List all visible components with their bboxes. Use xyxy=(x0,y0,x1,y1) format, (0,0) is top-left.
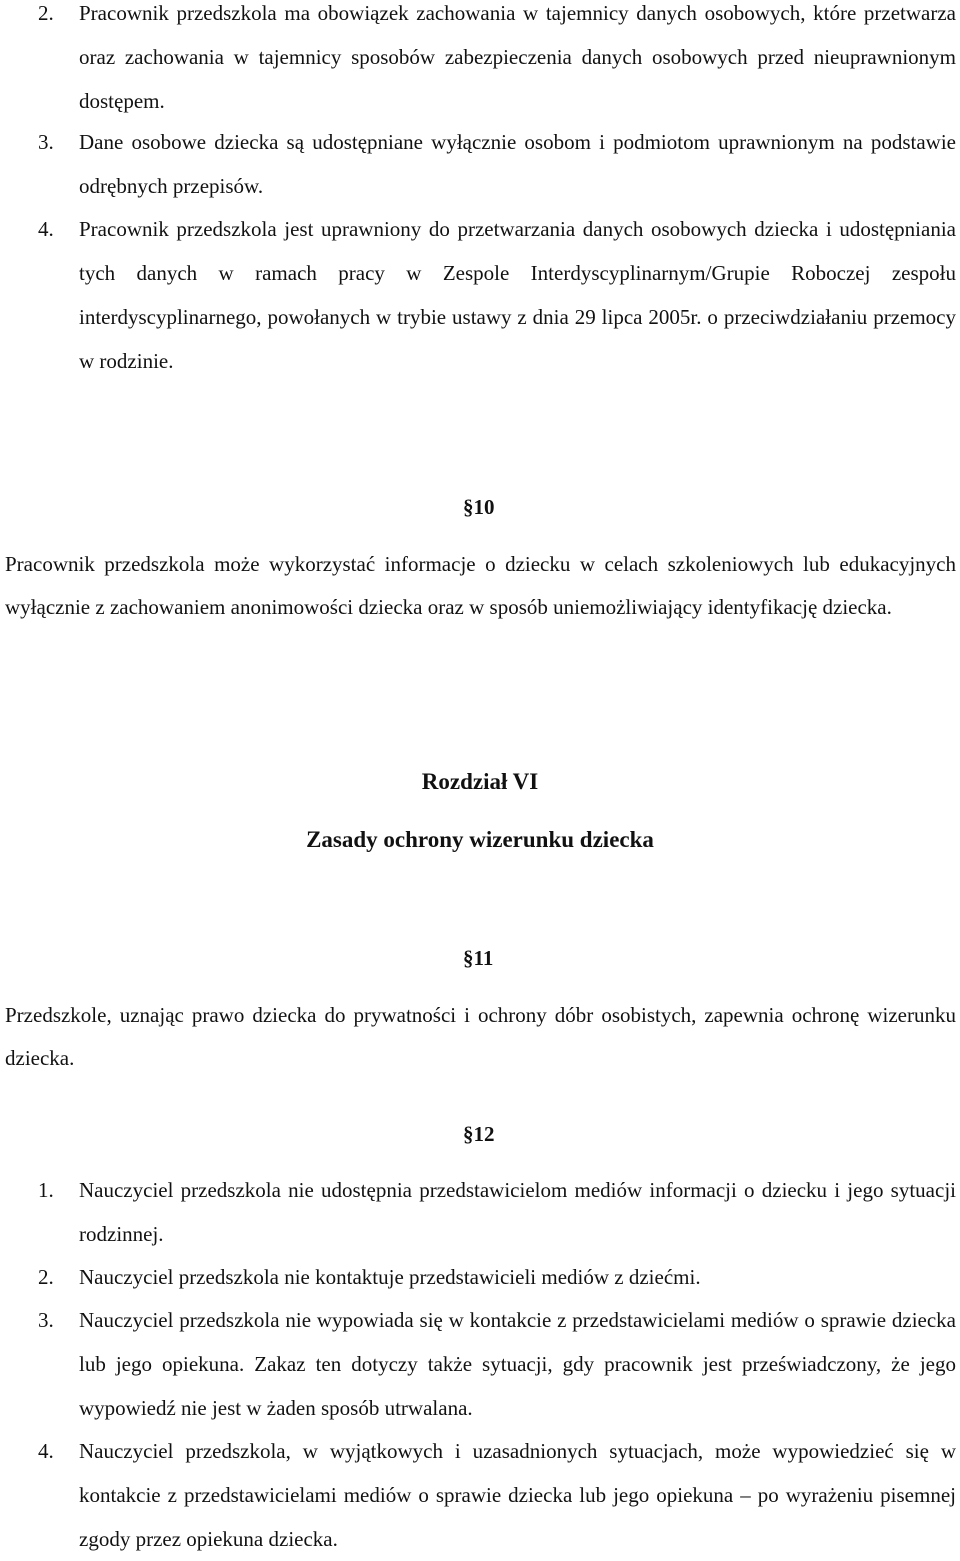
list-item-number: 1. xyxy=(38,1178,54,1202)
list-item xyxy=(0,1298,960,1430)
section-number-11: §11 xyxy=(463,946,494,970)
section-number-12: §12 xyxy=(463,1122,495,1146)
list-item-text: Nauczyciel przedszkola nie udostępnia przedstawicielom mediów informacji o dziecku i jego sytuacji rodzinnej. xyxy=(79,1178,956,1246)
list-item xyxy=(0,207,960,383)
list-item-text: Dane osobowe dziecka są udostępniane wyłącznie osobom i podmiotom uprawnionym na podstawie odrębnych przepisów. xyxy=(79,130,956,198)
list-item xyxy=(0,1168,960,1256)
section-10-paragraph: Pracownik przedszkola może wykorzystać informacje o dziecku w celach szkoleniowych lub edukacyjnych wyłącznie z zachowaniem anonimowości dziecka oraz w sposób uniemożliwiający identyfikację dziecka. xyxy=(5,552,956,619)
list-item-number: 3. xyxy=(38,1308,54,1332)
list-item xyxy=(0,0,960,123)
chapter-title: Rozdział VI xyxy=(421,769,539,794)
list-item-text: Pracownik przedszkola jest uprawniony do przetwarzania danych osobowych dziecka i udostępniania tych danych w ramach pracy w Zespole Interdyscyplinarnym/Grupie Roboczej zespołu interdyscyplinarnego, powołanych w trybie ustawy z dnia 29 lipca 2005r. o przeciwdziałaniu przemocy w rodzinie. xyxy=(79,217,956,373)
list-item-text: Nauczyciel przedszkola nie wypowiada się w kontakcie z przedstawicielami mediów o sprawie dziecka lub jego opiekuna. Zakaz ten dotyczy także sytuacji, gdy pracownik jest przeświadczony, że jego wypowiedź nie jest w żaden sposób utrwalana. xyxy=(79,1308,956,1420)
list-item-number: 4. xyxy=(38,1439,54,1463)
list-item-text: Nauczyciel przedszkola nie kontaktuje przedstawicieli mediów z dziećmi. xyxy=(79,1265,701,1289)
chapter-subtitle: Zasady ochrony wizerunku dziecka xyxy=(306,827,654,852)
list-item-number: 2. xyxy=(38,1,54,25)
list-item xyxy=(0,1255,960,1299)
list-item-text: Pracownik przedszkola ma obowiązek zachowania w tajemnicy danych osobowych, które przetwarza oraz zachowania w tajemnicy sposobów zabezpieczenia danych osobowych przed nieuprawnionym dostępem. xyxy=(79,1,956,113)
list-item-text: Nauczyciel przedszkola, w wyjątkowych i uzasadnionych sytuacjach, może wypowiedzieć się w kontakcie z przedstawicielami mediów o sprawie dziecka lub jego opiekuna – po wyrażeniu pisemnej zgody przez opiekuna dziecka. xyxy=(79,1439,956,1551)
list-item xyxy=(0,1429,960,1561)
list-item-number: 3. xyxy=(38,130,54,154)
section-11-paragraph: Przedszkole, uznając prawo dziecka do prywatności i ochrony dóbr osobistych, zapewnia ochronę wizerunku dziecka. xyxy=(5,1003,956,1070)
list-item-number: 4. xyxy=(38,217,54,241)
section-number-10: §10 xyxy=(463,495,495,519)
list-item-number: 2. xyxy=(38,1265,54,1289)
list-item xyxy=(0,120,960,208)
